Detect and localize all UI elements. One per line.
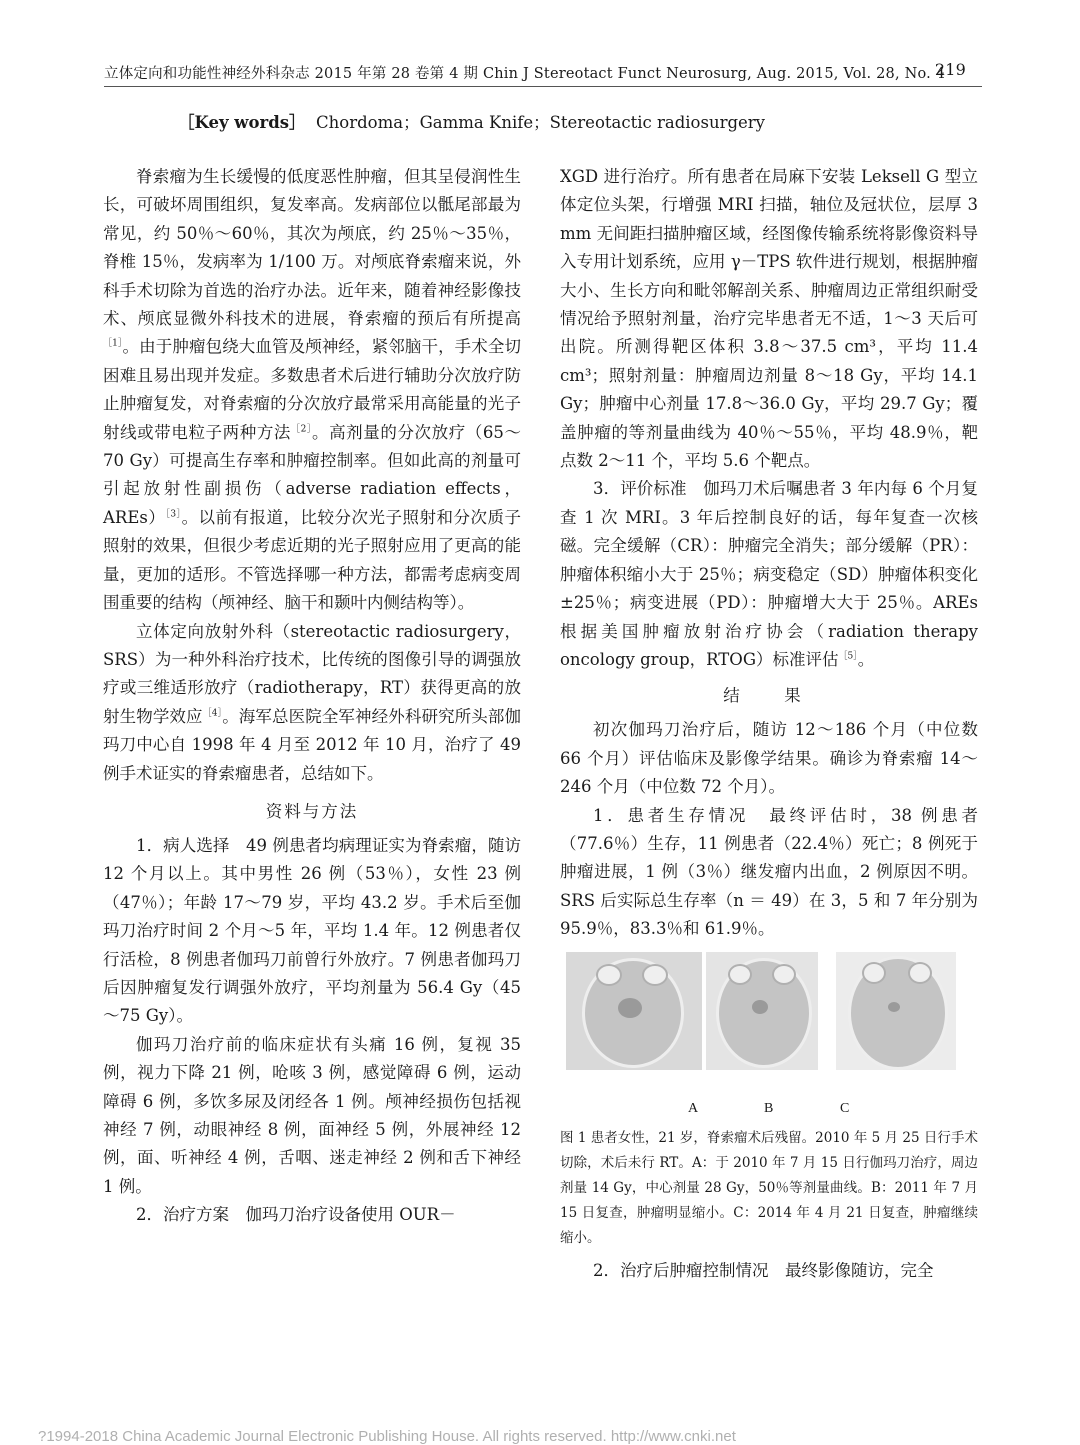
figure-1 — [560, 952, 978, 1124]
mri-image-b — [706, 952, 818, 1070]
citation-1: ［1］ — [103, 338, 123, 349]
citation-5: ［5］ — [838, 651, 858, 662]
header-rule — [104, 86, 982, 87]
methods-paragraph-continued: XGD 进行治疗。所有患者在局麻下安装 Leksell G 型立体定位头架，行增强 MRI 扫描，轴位及冠状位，层厚 3 mm 无间距扫描肿瘤区域，经图像传输系统将影像资料导入专用计划系统，应用 γ－TPS 软件进行规划，根据肿瘤大小、生长方向和毗邻解剖关系、肿瘤周边正常组织耐受情况给予照射剂量，治疗完毕患者无不适，1～3 天后可出院。所测得靶区体积 3.8～37.5 cm³，平均 11.4 cm³；照射剂量：肿瘤周边剂量 8～18 Gy，平均 14.1 Gy；肿瘤中心剂量 17.8～36.0 Gy，平均 29.7 Gy；覆盖肿瘤的等剂量曲线为 40％～55％，平均 48.9％，靶点数 2～11 个，平均 5.6 个靶点。 — [560, 167, 978, 471]
left-column — [103, 163, 521, 1230]
section-heading-results: 结 果 — [723, 686, 815, 706]
figure-label-b: B — [764, 1100, 774, 1116]
mri-image-a — [566, 952, 702, 1070]
running-header — [104, 60, 966, 84]
right-column — [560, 163, 978, 1285]
methods-paragraph-criteria: 3．评价标准 伽玛刀术后嘱患者 3 年内每 6 个月复查 1 次 MRI。3 年后控制良好的话，每年复查一次核磁。完全缓解（CR）：肿瘤完全消失；部分缓解（PR）：肿瘤体积缩小大于 25％；病变稳定（SD）肿瘤体积变化±25％；病变进展（PD）：肿瘤增大大于 25％。AREs 根据美国肿瘤放射治疗协会（radiation therapy oncology group，RTOG）标准评估$^{[5]}$。 — [560, 479, 978, 669]
results-paragraph-survival: 1．患者生存情况 最终评估时，38 例患者（77.6％）生存，11 例患者（22.4％）死亡；8 例死于肿瘤进展，1 例（3％）继发瘤内出血，2 例原因不明。SRS 后实际总生存率（n ＝ 49）在 3，5 和 7 年分别为 95.9％，83.3％和 61.9％。 — [560, 805, 978, 939]
methods-paragraph-treatment: 2．治疗方案 伽玛刀治疗设备使用 OUR－ — [136, 1205, 456, 1225]
keywords-line — [178, 109, 765, 133]
figure-label-a: A — [688, 1100, 699, 1116]
section-heading-methods: 资料与方法 — [265, 801, 359, 821]
methods-paragraph-patients: 1．病人选择 49 例患者均病理证实为脊索瘤，随访 12 个月以上。其中男性 26 例（53％），女性 23 例（47％）；年龄 17～79 岁，平均 43.2 岁。手术后至伽玛刀治疗时间 2 个月～5 年，平均 1.4 年。12 例患者仅行活检，8 例患者伽玛刀前曾行外放疗。7 例患者伽玛刀后因肿瘤复发行调强外放疗，平均剂量为 56.4 Gy（45～75 Gy）。 — [103, 835, 521, 1026]
results-paragraph-control: 2．治疗后肿瘤控制情况 最终影像随访，完全 — [593, 1260, 934, 1280]
results-paragraph-followup: 初次伽玛刀治疗后，随访 12～186 个月（中位数 66 个月）评估临床及影像学结果。确诊为脊索瘤 14～246 个月（中位数 72 个月）。 — [560, 720, 978, 797]
copyright-footer: ?1994-2018 China Academic Journal Electronic Publishing House. All rights reserved. http://www.cnki.net — [38, 1428, 736, 1445]
citation-4: ［4］ — [202, 708, 223, 719]
keywords-label: ［Key words］ — [178, 113, 306, 132]
intro-paragraph-1: 脊索瘤为生长缓慢的低度恶性肿瘤，但其呈侵润性生长，可破坏周围组织，复发率高。发病部位以骶尾部最为常见，约 50％～60％，其次为颅底，约 25％～35％，脊椎 15％，发病率为 1/100 万。对颅底脊索瘤来说，外科手术切除为首选的治疗办法。近年来，随着神经影像技术、颅底显微外科技术的进展，脊索瘤的预后有所提高$^{[1]}$。由于肿瘤包绕大血管及颅神经，紧邻脑干，手术全切困难且易出现并发症。多数患者术后进行辅助分次放疗防止肿瘤复发，对脊索瘤的分次放疗最常采用高能量的光子射线或带电粒子两种方法$^{[2]}$。高剂量的分次放疗（65～70 Gy）可提高生存率和肿瘤控制率。但如此高的剂量可引起放射性副损伤（adverse radiation effects，AREs）$^{[3]}$。以前有报道，比较分次光子照射和分次质子照射的效果，但很少考虑近期的光子照射应用了更高的能量，更加的适形。不管选择哪一种方法，都需考虑病变周围重要的结构（颅神经、脑干和颞叶内侧结构等）。 — [103, 167, 521, 613]
figure-label-c: C — [840, 1100, 850, 1116]
keywords-text: Chordoma；Gamma Knife；Stereotactic radiosurgery — [316, 113, 765, 132]
intro-paragraph-2: 立体定向放射外科（stereotactic radiosurgery，SRS）为一种外科治疗技术，比传统的图像引导的调强放疗或三维适形放疗（radiotherapy，RT）获得更高的放射生物学效应$^{[4]}$。海军总医院全军神经外科研究所头部伽玛刀中心自 1998 年 4 月至 2012 年 10 月，治疗了 49 例手术证实的脊索瘤患者，总结如下。 — [103, 621, 521, 783]
methods-paragraph-symptoms: 伽玛刀治疗前的临床症状有头痛 16 例，复视 35 例，视力下降 21 例，呛咳 3 例，感觉障碍 6 例，运动障碍 6 例，多饮多尿及闭经各 1 例。颅神经损伤包括视神经 7 例，动眼神经 8 例，面神经 5 例，外展神经 12 例，面、听神经 4 例，舌咽、迷走神经 2 例和舌下神经 1 例。 — [103, 1034, 521, 1196]
figure-caption: 图 1 患者女性，21 岁，脊索瘤术后残留。2010 年 5 月 25 日行手术切除，术后未行 RT。A：于 2010 年 7 月 15 日行伽玛刀治疗，周边剂量 14 Gy，中心剂量 28 Gy，50％等剂量曲线。B：2011 年 7 月 15 日复查，肿瘤明显缩小。C：2014 年 4 月 21 日复查，肿瘤继续缩小。 — [560, 1129, 978, 1246]
citation-3: ［3］ — [165, 509, 182, 520]
citation-2: ［2］ — [291, 424, 312, 435]
journal-citation: 立体定向和功能性神经外科杂志 2015 年第 28 卷第 4 期 Chin J Stereotact Funct Neurosurg, Aug. 2015, Vol. 28, No. 4 — [104, 66, 946, 82]
page-number: 219 — [934, 60, 966, 79]
mri-image-c — [836, 952, 956, 1070]
